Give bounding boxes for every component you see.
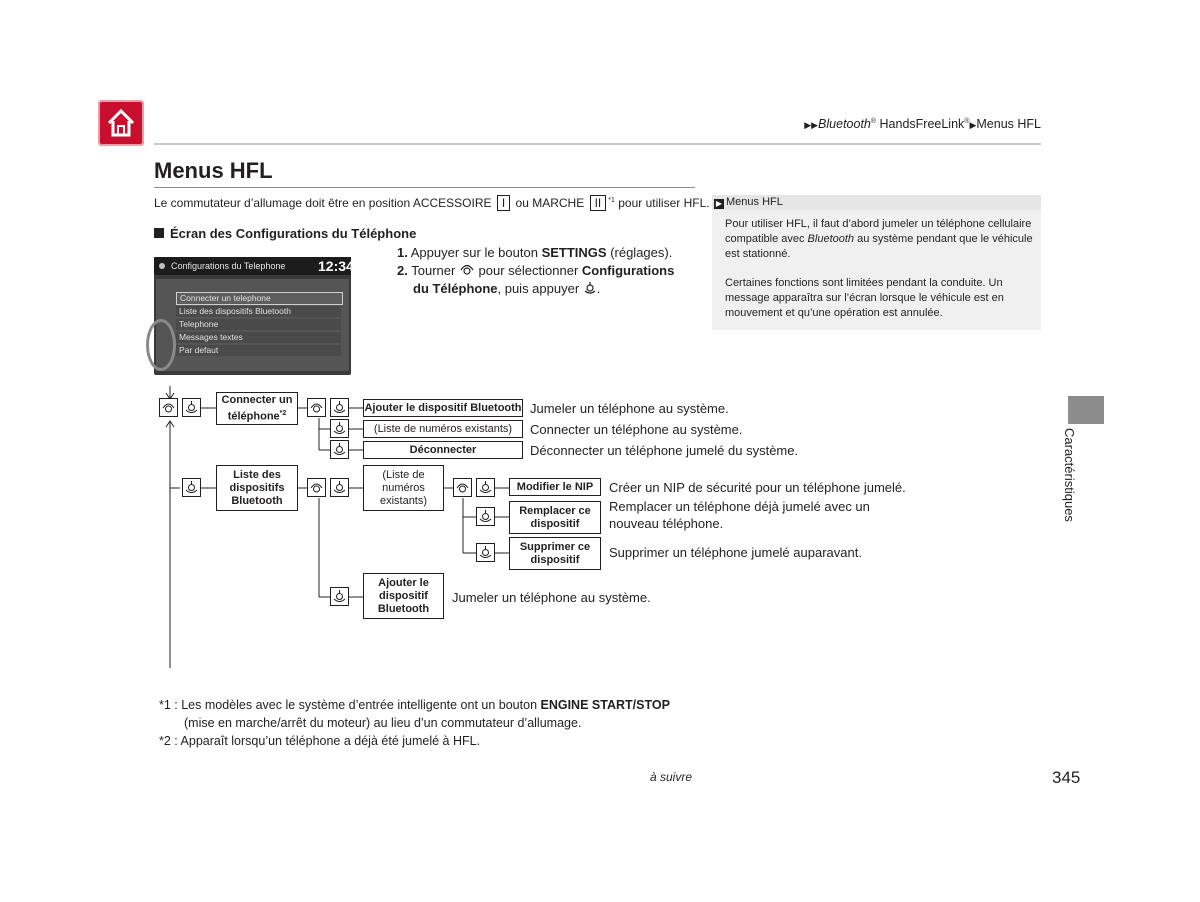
step-text: (réglages). (606, 245, 673, 260)
modify-pin-box: Modifier le NIP (509, 478, 601, 496)
connect-phone-box (216, 392, 298, 425)
footnote-text: *1 : Les modèles avec le système d’entrée intelligente ont un bouton (159, 698, 541, 712)
screen-menu-item[interactable]: Telephone (176, 319, 341, 330)
footnote-bold: ENGINE START/STOP (540, 698, 670, 712)
screen-menu-item[interactable]: Connecter un telephone (176, 292, 343, 305)
knob-icon (307, 478, 326, 497)
press-icon (476, 543, 495, 562)
page-title: Menus HFL (154, 158, 273, 183)
press-icon (330, 478, 349, 497)
key-accessory: I (497, 195, 510, 211)
footnote-ref: *2 (279, 409, 287, 417)
press-icon (476, 507, 495, 526)
description: Jumeler un téléphone au système. (452, 590, 651, 605)
box-label: Bluetooth (377, 602, 430, 615)
press-icon (330, 440, 349, 459)
screen-title: Configurations du Telephone (171, 261, 286, 271)
press-icon (182, 398, 201, 417)
existing-list-box-2 (363, 465, 444, 511)
note-text: au système pendant que le véhicule est stationné. (725, 233, 1033, 260)
breadcrumb-arrow-icon: ▶ (969, 120, 977, 130)
screen-menu-item[interactable]: Liste des dispositifs Bluetooth (176, 306, 341, 317)
box-label: dispositifs (229, 481, 285, 494)
knob-icon (159, 398, 178, 417)
step-text: Tourner (411, 263, 459, 278)
reg-mark: ® (870, 117, 877, 125)
press-icon (330, 398, 349, 417)
description: Déconnecter un téléphone jumelé du système. (530, 443, 799, 458)
screen-menu-item[interactable]: Messages textes (176, 332, 341, 343)
note-paragraph: Certaines fonctions sont limitées pendant la conduite. Un message apparaîtra sur l’écran lorsque le véhicule est en mouvement et qu’une opération est annulée. (725, 277, 1004, 319)
footnote-1-cont: (mise en marche/arrêt du moteur) au lieu d’un commutateur d’allumage. (184, 716, 582, 730)
intro-after: pour utiliser HFL. (618, 196, 710, 210)
press-icon (330, 419, 349, 438)
section-title: Écran des Configurations du Téléphone (170, 226, 417, 241)
description: Supprimer un téléphone jumelé auparavant. (609, 545, 862, 560)
breadcrumb-current: Menus HFL (976, 117, 1041, 131)
step-text: . (596, 281, 601, 296)
device-list-box (216, 465, 298, 511)
existing-list-box: (Liste de numéros existants) (363, 420, 523, 438)
step-number: 1. (397, 245, 408, 260)
key-on: II (590, 195, 607, 211)
footnote-1 (159, 698, 670, 712)
description: nouveau téléphone. (609, 516, 724, 531)
add-bluetooth-box: Ajouter le dispositif Bluetooth (363, 399, 523, 417)
add-device-box (363, 573, 444, 619)
intro-before: Le commutateur d’allumage doit être en position ACCESSOIRE (154, 196, 492, 210)
box-label: existants) (379, 494, 428, 507)
side-tab-label: Caractéristiques (1062, 428, 1077, 522)
box-label: Connecter un (221, 393, 293, 406)
knob-icon (307, 398, 326, 417)
screen-clock: 12:34 (318, 258, 354, 274)
delete-device-box (509, 537, 601, 570)
box-label: dispositif (530, 517, 580, 530)
box-label: Liste des (233, 468, 281, 481)
press-icon (476, 478, 495, 497)
box-label: dispositif (530, 553, 580, 566)
note-title: Menus HFL (726, 196, 783, 208)
box-label: Bluetooth (231, 494, 283, 507)
page-number: 345 (1052, 768, 1081, 787)
box-label: Supprimer ce (519, 540, 591, 553)
box-label: numéros (382, 481, 425, 494)
continue-label: à suivre (650, 770, 693, 784)
box-label: téléphone (227, 410, 280, 423)
step-text: Appuyer sur le bouton (410, 245, 542, 260)
description: Créer un NIP de sécurité pour un téléphone jumelé. (609, 480, 906, 495)
press-icon (182, 478, 201, 497)
note-chevron-icon: ▶ (715, 199, 723, 208)
knob-icon (453, 478, 472, 497)
description: Jumeler un téléphone au système. (530, 401, 729, 416)
replace-device-box (509, 501, 601, 534)
step-bold: du Téléphone (413, 281, 498, 296)
step-bold: Configurations (581, 263, 675, 278)
reg-mark: ® (964, 117, 970, 125)
description: Connecter un téléphone au système. (530, 422, 743, 437)
breadcrumb-handsfreelink[interactable]: HandsFreeLink (876, 117, 965, 131)
step-number: 2. (397, 263, 408, 278)
description: Remplacer un téléphone déjà jumelé avec un (609, 499, 870, 514)
breadcrumb-bluetooth[interactable]: Bluetooth (818, 117, 871, 131)
intro-middle: ou MARCHE (515, 196, 585, 210)
box-label: Ajouter le (378, 576, 429, 589)
note-text: Pour utiliser HFL, il faut d’abord jumeler un téléphone cellulaire compatible avec (725, 218, 1032, 245)
footnote-2: *2 : Apparaît lorsqu’un téléphone a déjà été jumelé à HFL. (159, 734, 481, 748)
box-label: dispositif (379, 589, 428, 602)
step-text: , puis appuyer (497, 281, 583, 296)
press-icon (330, 587, 349, 606)
disconnect-box: Déconnecter (363, 441, 523, 459)
footnote-ref: *1 (608, 197, 615, 204)
breadcrumb-arrow-icon: ▶▶ (804, 120, 819, 130)
note-italic: Bluetooth (807, 233, 855, 245)
box-label: (Liste de (382, 468, 425, 481)
step-text: pour sélectionner (474, 263, 582, 278)
step-bold: SETTINGS (541, 245, 607, 260)
box-label: Remplacer ce (519, 504, 591, 517)
screen-menu-item[interactable]: Par defaut (176, 345, 341, 356)
